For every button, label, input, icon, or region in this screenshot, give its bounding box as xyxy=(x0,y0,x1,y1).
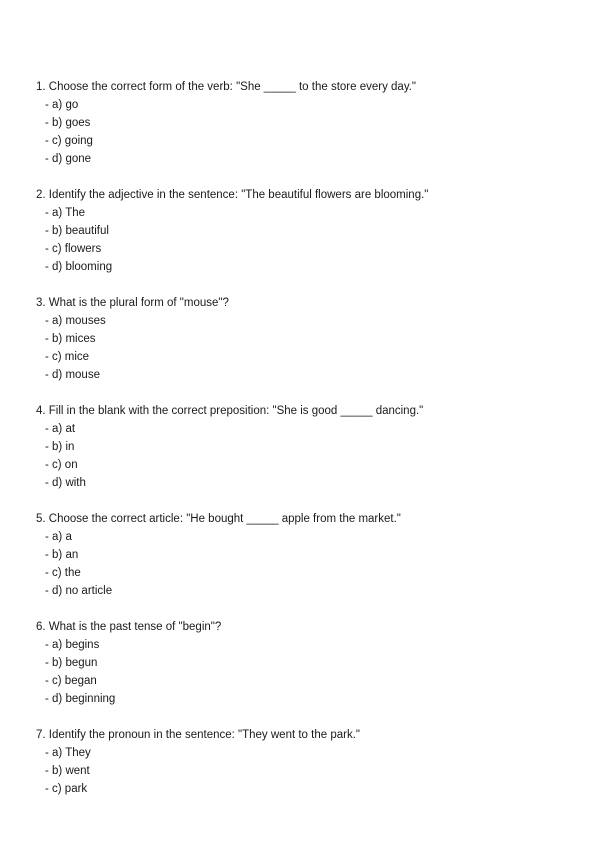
quiz-document xyxy=(36,78,566,816)
answer-option-b: - b) went xyxy=(45,765,90,777)
answer-option-c: - c) flowers xyxy=(45,243,102,255)
answer-option-a: - a) mouses xyxy=(45,315,106,327)
question-text: 2. Identify the adjective in the sentence: "The beautiful flowers are blooming." xyxy=(36,189,429,201)
answer-option-a: - a) a xyxy=(45,531,72,543)
answer-option-d: - d) beginning xyxy=(45,693,116,705)
question-5 xyxy=(36,510,566,600)
answer-option-c: - c) on xyxy=(45,459,78,471)
answer-option-c: - c) going xyxy=(45,135,93,147)
answer-option-a: - a) The xyxy=(45,207,86,219)
answer-option-c: - c) mice xyxy=(45,351,90,363)
answer-option-a: - a) begins xyxy=(45,639,100,651)
answer-option-d: - d) no article xyxy=(45,585,113,597)
question-text: 1. Choose the correct form of the verb: "She _____ to the store every day." xyxy=(36,81,416,93)
question-4 xyxy=(36,402,566,492)
answer-option-d: - d) mouse xyxy=(45,369,100,381)
answer-option-b: - b) an xyxy=(45,549,79,561)
question-text: 3. What is the plural form of "mouse"? xyxy=(36,297,229,309)
answer-option-c: - c) the xyxy=(45,567,81,579)
answer-option-a: - a) at xyxy=(45,423,76,435)
question-text: 6. What is the past tense of "begin"? xyxy=(36,621,222,633)
answer-option-b: - b) mices xyxy=(45,333,96,345)
answer-option-d: - d) gone xyxy=(45,153,92,165)
question-2 xyxy=(36,186,566,276)
question-text: 7. Identify the pronoun in the sentence: "They went to the park." xyxy=(36,729,360,741)
answer-option-b: - b) begun xyxy=(45,657,98,669)
answer-option-b: - b) in xyxy=(45,441,75,453)
answer-option-d: - d) with xyxy=(45,477,86,489)
answer-option-b: - b) beautiful xyxy=(45,225,109,237)
question-6 xyxy=(36,618,566,708)
answer-option-b: - b) goes xyxy=(45,117,91,129)
question-text: 4. Fill in the blank with the correct preposition: "She is good _____ dancing." xyxy=(36,405,424,417)
answer-option-c: - c) park xyxy=(45,783,88,795)
answer-option-c: - c) began xyxy=(45,675,97,687)
answer-option-a: - a) go xyxy=(45,99,79,111)
question-3 xyxy=(36,294,566,384)
question-7 xyxy=(36,726,566,798)
answer-option-d: - d) blooming xyxy=(45,261,113,273)
answer-option-a: - a) They xyxy=(45,747,91,759)
question-text: 5. Choose the correct article: "He bought _____ apple from the market." xyxy=(36,513,401,525)
question-1 xyxy=(36,78,566,168)
